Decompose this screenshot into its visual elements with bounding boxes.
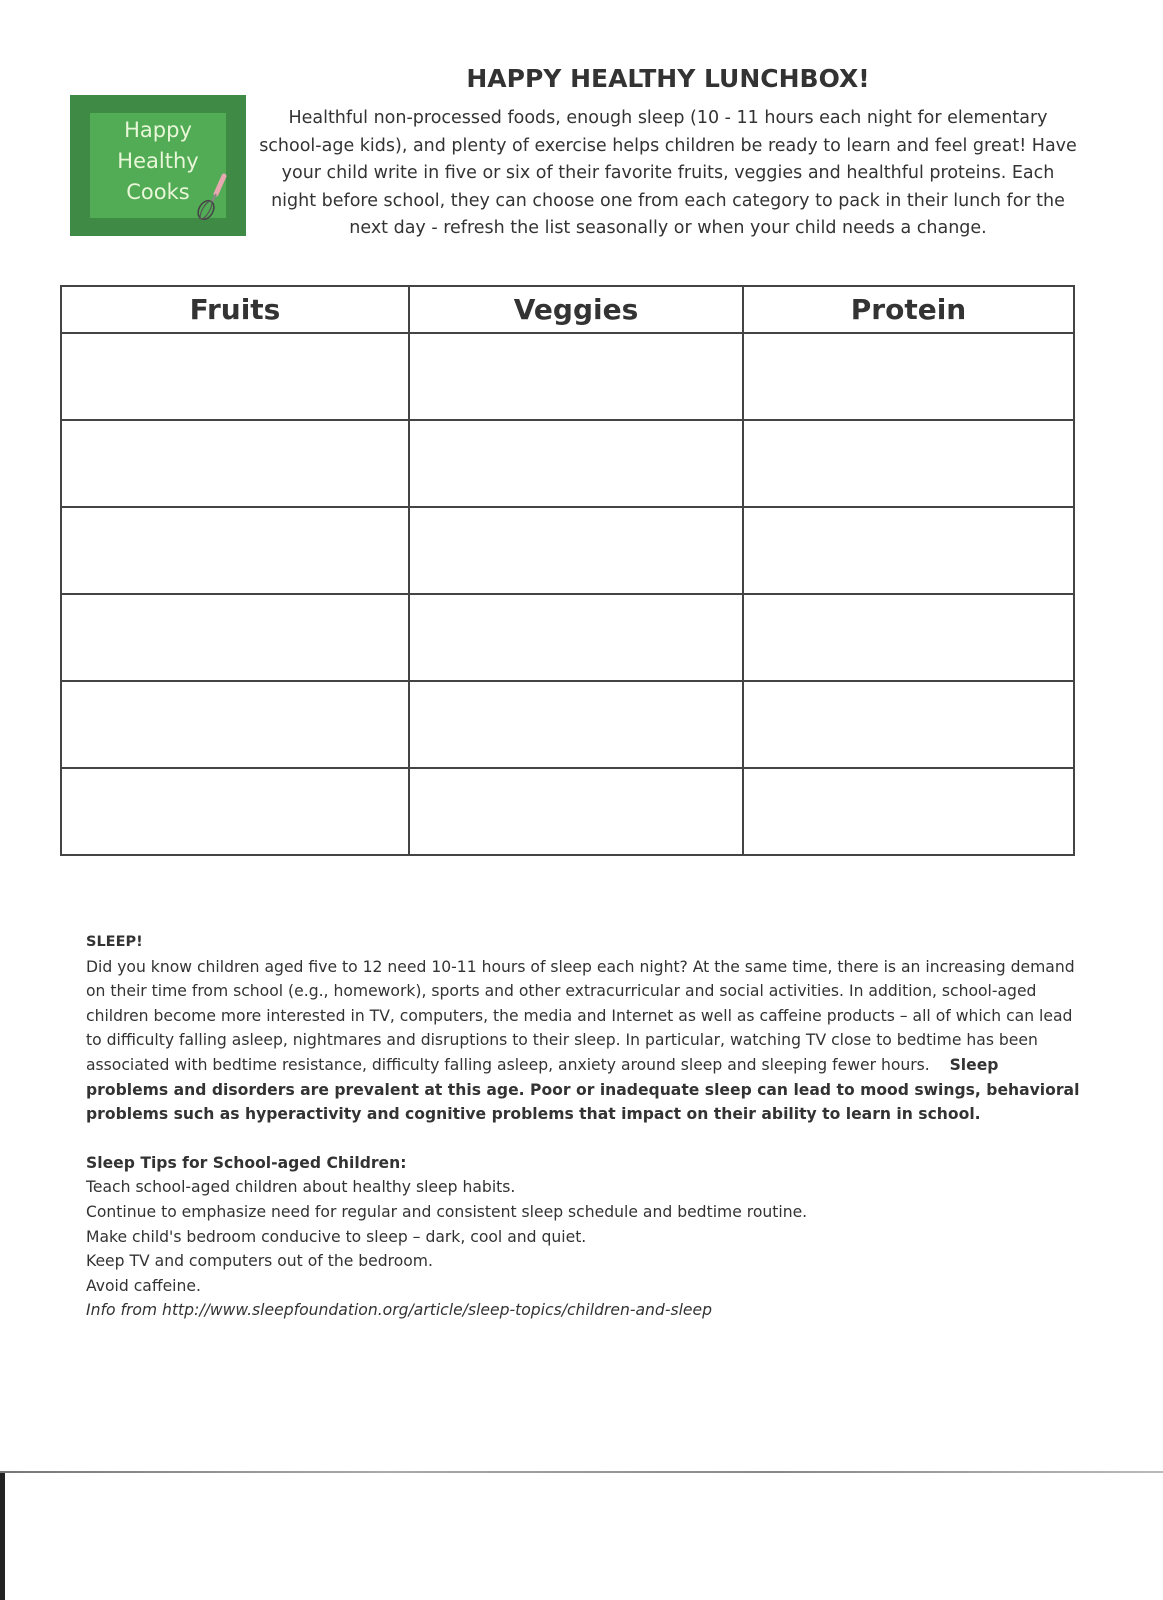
blank-cell[interactable] xyxy=(61,681,409,768)
sleep-body xyxy=(86,955,1086,1127)
header-fruits: Fruits xyxy=(61,286,409,333)
blank-cell[interactable] xyxy=(743,420,1074,507)
lunchbox-table xyxy=(60,285,1075,856)
table-row xyxy=(61,507,1074,594)
blank-cell[interactable] xyxy=(743,333,1074,420)
blank-cell[interactable] xyxy=(409,420,743,507)
tip-item: Keep TV and computers out of the bedroom. xyxy=(86,1252,433,1271)
logo-line: Cooks xyxy=(126,180,190,204)
sleep-body-bold: Sleep problems and disorders are prevalent at this age. Poor or inadequate sleep can lead to mood swings, behavioral problems such as hyperactivity and cognitive problems that impact on their ability to learn in school. xyxy=(86,1055,1080,1124)
tip-item: Teach school-aged children about healthy sleep habits. xyxy=(86,1178,516,1197)
happy-healthy-cooks-logo xyxy=(70,95,246,236)
blank-cell[interactable] xyxy=(743,507,1074,594)
logo-line: Healthy xyxy=(117,149,199,173)
blank-cell[interactable] xyxy=(409,507,743,594)
blank-cell[interactable] xyxy=(409,681,743,768)
tips-heading: Sleep Tips for School-aged Children: xyxy=(86,1153,407,1172)
table-row xyxy=(61,420,1074,507)
blank-cell[interactable] xyxy=(743,594,1074,681)
page-title: HAPPY HEALTHY LUNCHBOX! xyxy=(466,64,870,93)
logo-line: Happy xyxy=(124,118,192,142)
header-veggies: Veggies xyxy=(409,286,743,333)
source-citation: Info from http://www.sleepfoundation.org/article/sleep-topics/children-and-sleep xyxy=(86,1301,712,1320)
table-row xyxy=(61,681,1074,768)
scan-edge xyxy=(0,1473,5,1600)
blank-cell[interactable] xyxy=(61,420,409,507)
header-protein: Protein xyxy=(743,286,1074,333)
blank-cell[interactable] xyxy=(61,507,409,594)
blank-cell[interactable] xyxy=(61,594,409,681)
sleep-body-text: Did you know children aged five to 12 need 10-11 hours of sleep each night? At the same time, there is an increasing demand on their time from school (e.g., homework), sports and other extracurricular and social activities. In addition, school-aged children become more interested in TV, computers, the media and Internet as well as caffeine products – all of which can lead to difficulty falling asleep, nightmares and disruptions to their sleep. In particular, watching TV close to bedtime has been associated with bedtime resistance, difficulty falling asleep, anxiety around sleep and sleeping fewer hours. xyxy=(86,957,1075,1074)
blank-cell[interactable] xyxy=(409,594,743,681)
blank-cell[interactable] xyxy=(61,768,409,855)
sleep-heading: SLEEP! xyxy=(86,934,143,950)
tip-item: Avoid caffeine. xyxy=(86,1276,201,1295)
blank-cell[interactable] xyxy=(61,333,409,420)
blank-cell[interactable] xyxy=(743,681,1074,768)
blank-cell[interactable] xyxy=(409,333,743,420)
sleep-section xyxy=(86,930,1086,1323)
table-row xyxy=(61,594,1074,681)
table-row xyxy=(61,768,1074,855)
blank-cell[interactable] xyxy=(409,768,743,855)
blank-cell[interactable] xyxy=(743,768,1074,855)
intro-paragraph: Healthful non-processed foods, enough sleep (10 - 11 hours each night for elementary school-age kids), and plenty of exercise helps children be ready to learn and feel great! Have your child write in five or six of their favorite fruits, veggies and healthful proteins. Each night before school, they can choose one from each category to pack in their lunch for the next day - refresh the list seasonally or when your child needs a change. xyxy=(259,108,1077,239)
page-edge xyxy=(0,1471,1163,1473)
tip-item: Continue to emphasize need for regular and consistent sleep schedule and bedtime routine. xyxy=(86,1202,808,1221)
table-row xyxy=(61,333,1074,420)
whisk-icon xyxy=(194,172,230,220)
tip-item: Make child's bedroom conducive to sleep – dark, cool and quiet. xyxy=(86,1227,587,1246)
